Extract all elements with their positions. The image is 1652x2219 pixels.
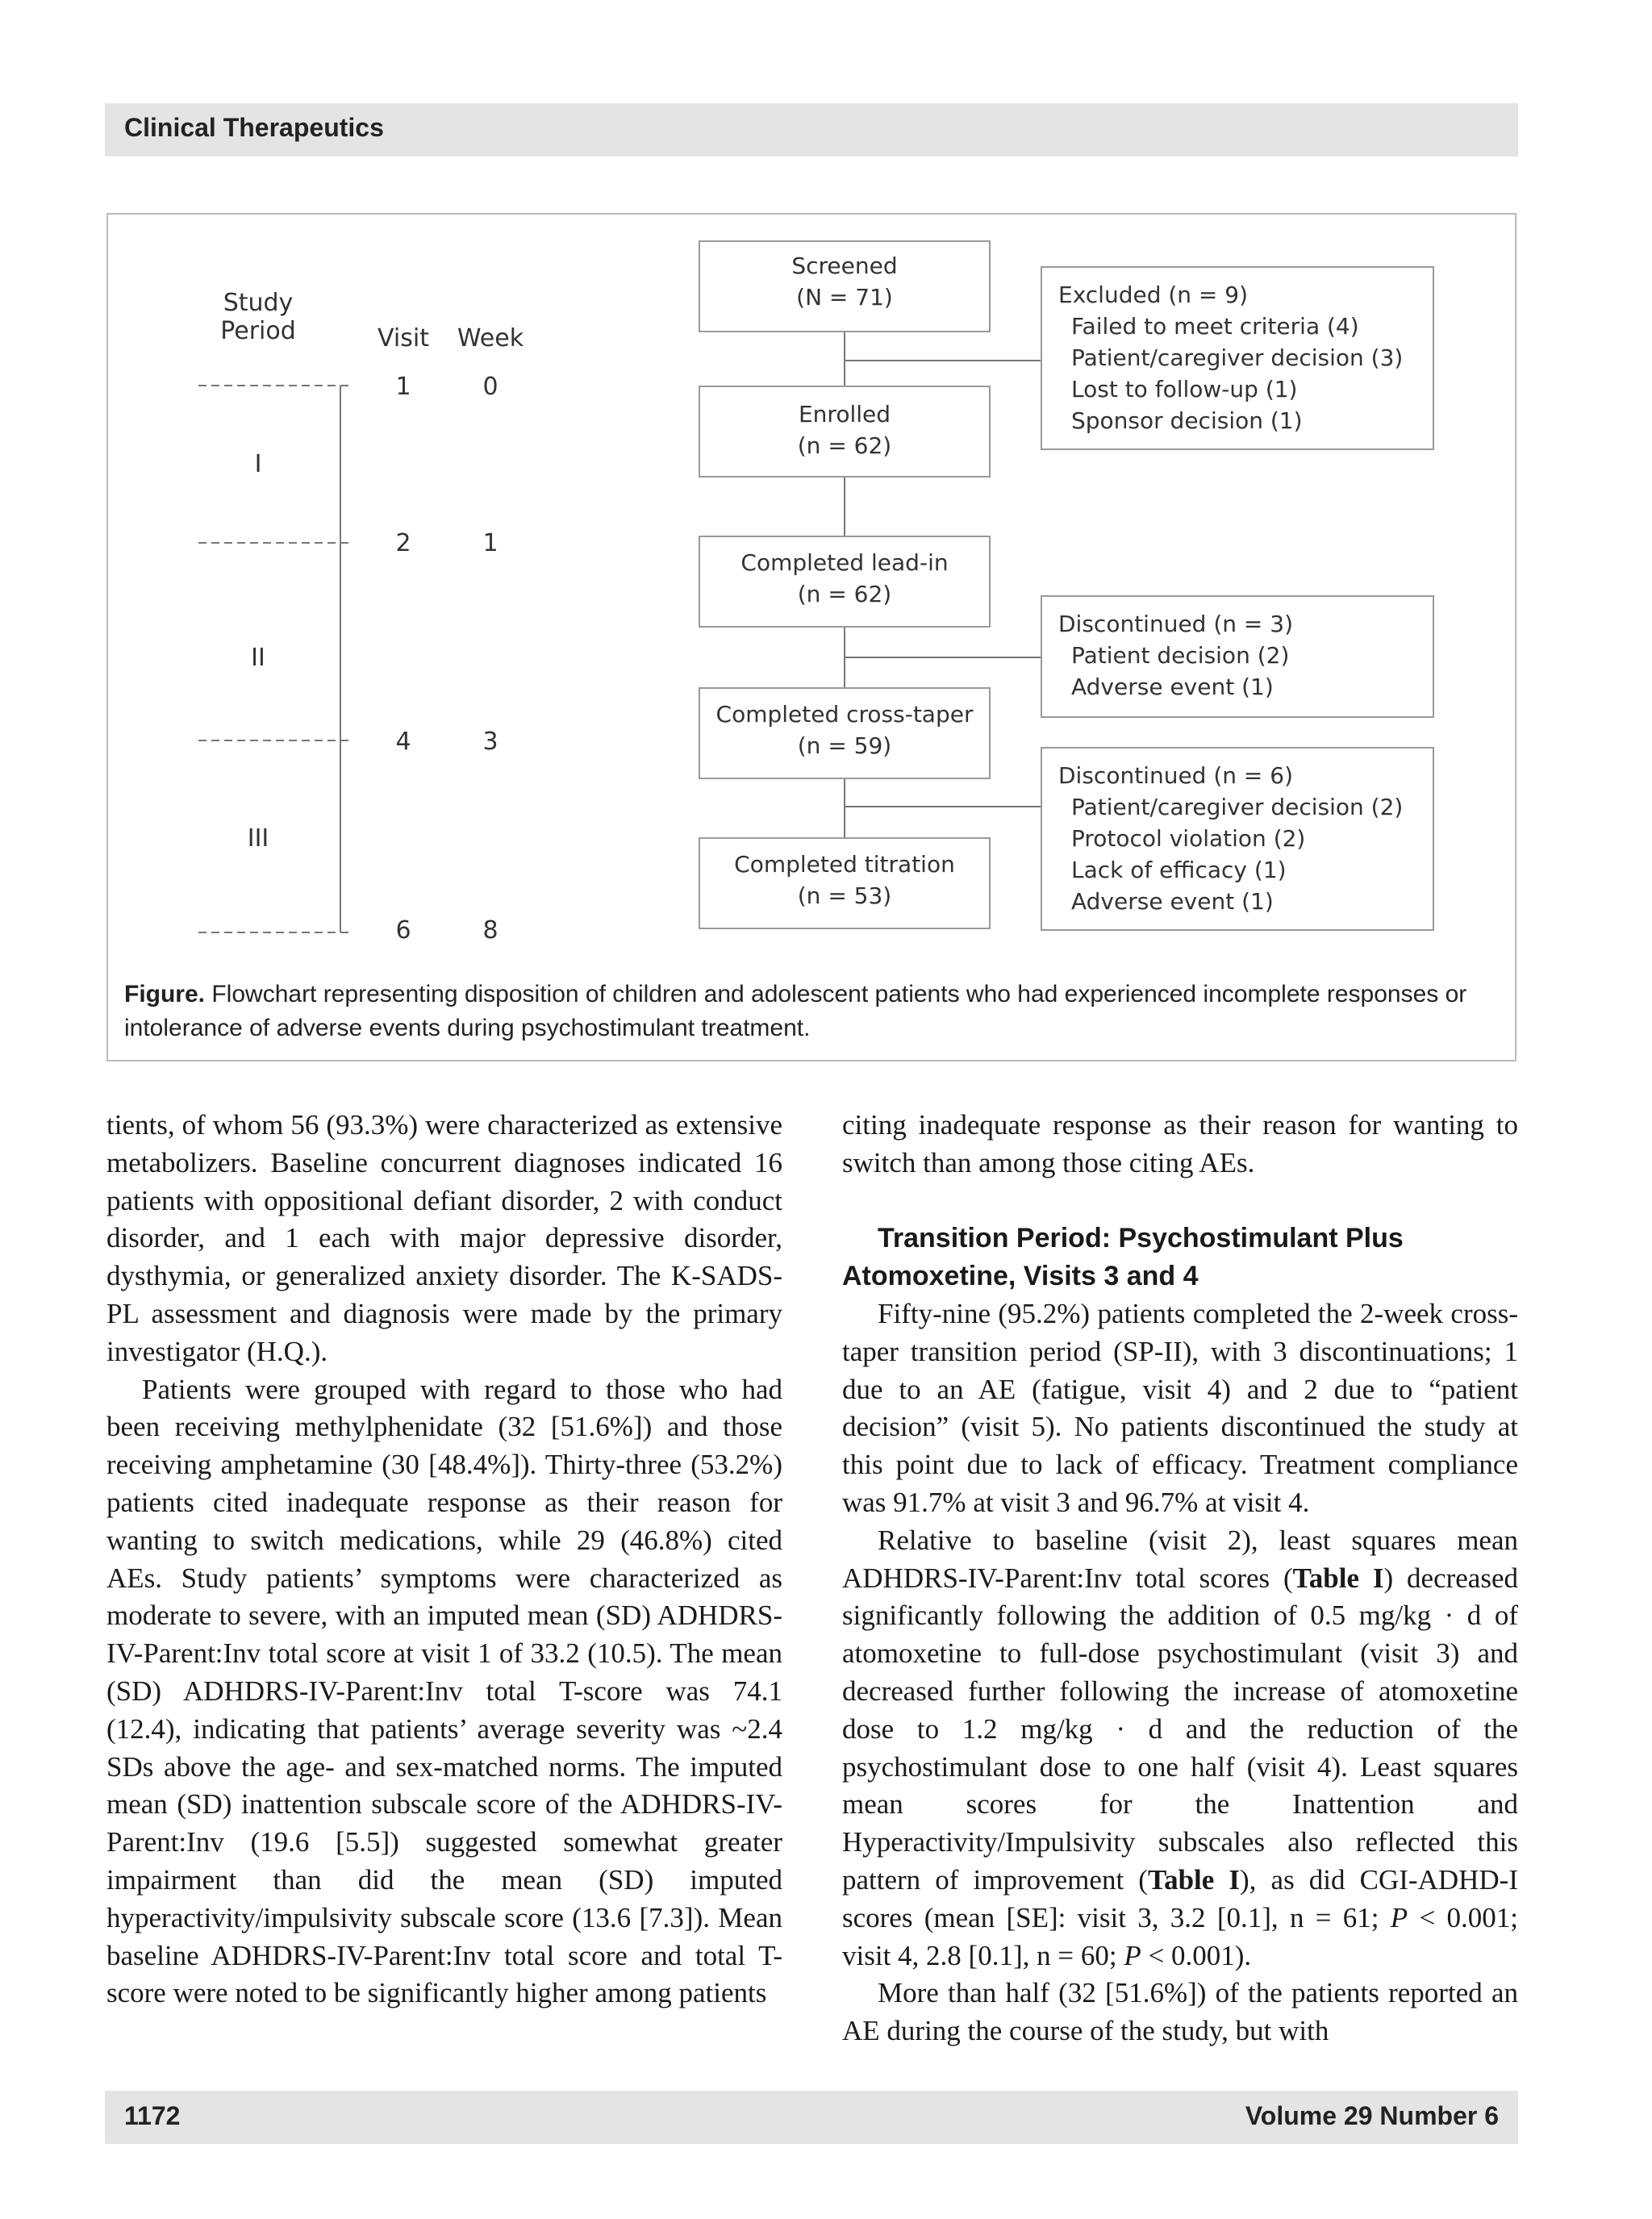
period-ii: II	[251, 644, 265, 672]
box-lead-in	[699, 536, 991, 628]
text-run: < 0.001).	[1141, 1939, 1252, 1971]
caption-label: Figure.	[124, 981, 206, 1007]
page-number: 1172	[124, 2101, 181, 2130]
visit-header: Visit	[378, 324, 429, 352]
box-discontinued-2	[1041, 747, 1434, 931]
week-header: Week	[457, 324, 524, 352]
box-line: (n = 59)	[797, 732, 892, 759]
table-ref-link[interactable]: Table I	[1147, 1863, 1241, 1896]
right-column	[842, 1107, 1518, 2050]
period-i: I	[254, 450, 262, 478]
box-line: Enrolled	[798, 401, 891, 428]
discontinued-2-item: Adverse event (1)	[1071, 888, 1274, 915]
week-value: 1	[482, 529, 499, 557]
figure-caption	[124, 978, 1512, 1045]
section-heading: Transition Period: Psychostimulant Plus Atomoxetine, Visits 3 and 4	[842, 1223, 1404, 1292]
discontinued-2-item: Protocol violation (2)	[1071, 825, 1306, 852]
volume-info: Volume 29 Number 6	[1245, 2101, 1499, 2130]
text-run: ) decreased significantly following the addition of 0.5 mg/kg · d of atomoxetine to full-dose psychostimulant (visit 3) and decreased further following the increase of atomoxetine dose to 1.2 mg/kg · d and the reduction of the psychostimulant dose to one half (visit 4). Least squares mean scores for the Inattention and Hyperactivity/Impulsivity subscales also reflected this pattern of improvement (	[842, 1562, 1518, 1896]
box-line: (n = 53)	[797, 882, 892, 909]
excluded-item: Lost to follow-up (1)	[1071, 376, 1298, 403]
text-run: < 0.001; visit 4, 2.8 [0.1], n = 60;	[842, 1901, 1518, 1971]
text-run: ), as did CGI-ADHD-I scores (mean [SE]: visit 3, 3.2 [0.1], n = 61;	[842, 1863, 1518, 1933]
excluded-item: Sponsor decision (1)	[1071, 407, 1303, 434]
discontinued-1-title: Discontinued (n = 3)	[1058, 611, 1294, 637]
paragraph: Patients were grouped with regard to those who had been receiving methylphenidate (32 [51.6%]) and those receiving amphetamine (30 [48.4%]). Thirty-three (53.2%) patients cited inadequate response as their reason for wanting to switch medications, while 29 (46.8%) cited AEs. Study patients’ symptoms were characterized as moderate to severe, with an imputed mean (SD) ADHDRS-IV-Parent:Inv total score at visit 1 of 33.2 (10.5). The mean (SD) ADHDRS-IV-Parent:Inv total T-score was 74.1 (12.4), indicating that patients’ average severity was ~2.4 SDs above the age- and sex-matched norms. The imputed mean (SD) inattention subscale score of the ADHDRS-IV-Parent:Inv (19.6 [5.5]) suggested somewhat greater impairment than did the mean (SD) imputed hyperactivity/impulsivity subscale score (13.6 [7.3]). Mean baseline ADHDRS-IV-Parent:Inv total score and total T-score were noted to be significantly higher among patients	[106, 1373, 782, 2009]
discontinued-1-item: Patient decision (2)	[1071, 642, 1290, 669]
study-period-label	[210, 289, 307, 345]
p-value-symbol: P	[1124, 1939, 1141, 1971]
spacer	[842, 1182, 1518, 1220]
paragraph: Fifty-nine (95.2%) patients completed the 2-week cross-taper transition period (SP-II), with 3 discontinuations; 1 due to an AE (fatigue, visit 4) and 2 due to “patient decision” (visit 5). No patients discontinued the study at this point due to lack of efficacy. Treatment compliance was 91.7% at visit 3 and 96.7% at visit 4.	[842, 1297, 1518, 1518]
text-run: Relative to baseline (visit 2), least squares mean ADHDRS-IV-Parent:Inv total scores (	[842, 1524, 1518, 1594]
excluded-title: Excluded (n = 9)	[1058, 282, 1249, 308]
running-footer	[105, 2091, 1518, 2144]
discontinued-2-item: Lack of efficacy (1)	[1071, 857, 1287, 883]
box-screened	[699, 240, 991, 332]
box-discontinued-1	[1041, 595, 1434, 718]
box-titration	[699, 837, 991, 929]
paragraph: citing inadequate response as their reason for wanting to switch than among those citing AEs.	[842, 1109, 1518, 1178]
box-line: (n = 62)	[797, 581, 892, 607]
visit-value: 6	[395, 916, 411, 945]
visit-value: 1	[395, 373, 411, 401]
box-line: Completed titration	[734, 851, 955, 878]
visit-value: 4	[395, 728, 411, 756]
box-line: Screened	[791, 252, 898, 279]
week-value: 8	[482, 916, 499, 945]
excluded-item: Patient/caregiver decision (3)	[1071, 344, 1404, 371]
table-ref-link[interactable]: Table I	[1292, 1562, 1384, 1594]
paragraph: More than half (32 [51.6%]) of the patients reported an AE during the course of the study, but with	[842, 1977, 1518, 2047]
discontinued-2-title: Discontinued (n = 6)	[1058, 762, 1294, 789]
week-value: 3	[482, 728, 499, 756]
week-value: 0	[482, 373, 499, 401]
box-line: (n = 62)	[797, 432, 892, 459]
box-line: Completed cross-taper	[715, 701, 974, 728]
excluded-item: Failed to meet criteria (4)	[1071, 313, 1359, 340]
box-excluded	[1041, 266, 1434, 450]
study-period-line2: Period	[220, 317, 296, 345]
left-column	[106, 1107, 782, 2013]
period-iii: III	[247, 824, 269, 853]
box-enrolled	[699, 386, 991, 478]
p-value-symbol: P	[1390, 1901, 1408, 1933]
box-line: (N = 71)	[796, 284, 893, 311]
paragraph	[842, 1522, 1518, 1975]
journal-title: Clinical Therapeutics	[124, 113, 384, 142]
caption-text: Flowchart representing disposition of children and adolescent patients who had experienced incomplete responses or intolerance of adverse events during psychostimulant treatment.	[124, 981, 1467, 1041]
discontinued-1-item: Adverse event (1)	[1071, 674, 1274, 700]
study-period-line1: Study	[223, 289, 294, 317]
paragraph: tients, of whom 56 (93.3%) were characterized as extensive metabolizers. Baseline concurrent diagnoses indicated 16 patients with oppositional defiant disorder, 2 with conduct disorder, and 1 each with major depressive disorder, dysthymia, or generalized anxiety disorder. The K-SADS-PL assessment and diagnosis were made by the primary investigator (H.Q.).	[106, 1109, 782, 1367]
box-line: Completed lead-in	[740, 549, 949, 576]
visit-value: 2	[395, 529, 411, 557]
box-cross-taper	[699, 687, 991, 779]
discontinued-2-item: Patient/caregiver decision (2)	[1071, 794, 1404, 820]
